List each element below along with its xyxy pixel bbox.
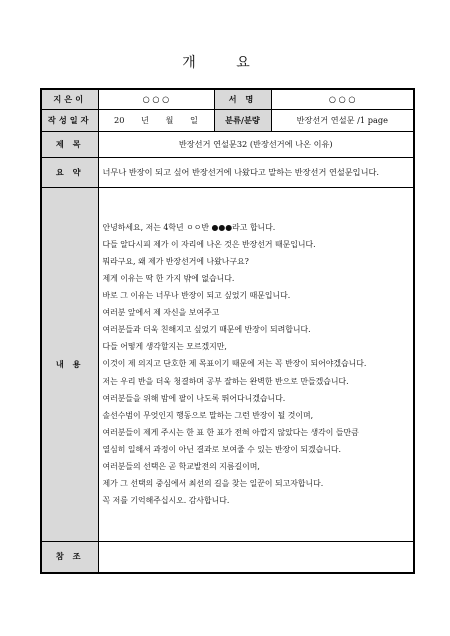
summary-value: 너무나 반장이 되고 싶어 반장선거에 나왔다고 말하는 반장선거 연설문입니다. <box>98 157 414 187</box>
page-title: 개 요 <box>182 55 268 71</box>
author-value: ○ ○ ○ <box>98 89 214 109</box>
content-body <box>98 187 414 541</box>
overview-form-table <box>40 88 415 574</box>
date-row <box>41 109 414 131</box>
category-value: 반장선거 연설문 /1 page <box>271 109 414 131</box>
content-line: 이것이 제 의지고 단호한 제 목표이기 때문에 저는 꼭 반장이 되어야겠습니다. <box>102 359 367 369</box>
author-label: 지은이 <box>41 89 98 109</box>
content-line: 제가 그 선택의 중심에서 최선의 길을 찾는 일꾼이 되고자합니다. <box>102 478 324 488</box>
subject-label: 제 목 <box>41 131 98 157</box>
summary-label: 요 약 <box>41 157 98 187</box>
date-value: 20 년 월 일 <box>98 109 214 131</box>
signature-value: ○ ○ ○ <box>271 89 414 109</box>
content-label: 내 용 <box>41 187 98 541</box>
content-line: 다들 어떻게 생각할지는 모르겠지만, <box>102 342 227 352</box>
content-line: 여러분들이 제게 주시는 한 표 한 표가 전혀 아깝지 않았다는 생각이 들만큼 <box>102 427 359 437</box>
content-line: 여러분들과 더욱 친해지고 싶었기 때문에 반장이 되려합니다. <box>102 325 311 335</box>
content-line: 바로 그 이유는 너무나 반장이 되고 싶었기 때문입니다. <box>102 291 291 301</box>
reference-value <box>98 541 414 573</box>
content-line: 제게 이유는 딱 한 가지 밖에 없습니다. <box>102 274 235 284</box>
reference-label: 참 조 <box>41 541 98 573</box>
content-line: 여러분들을 위해 밤에 팔이 나도록 뛰어다니겠습니다. <box>102 393 286 403</box>
content-line: 저는 우리 반을 더욱 청결하며 공부 잘하는 완벽한 반으로 만들겠습니다. <box>102 376 349 386</box>
subject-row <box>41 131 414 157</box>
summary-row <box>41 157 414 187</box>
content-row <box>41 187 414 541</box>
content-line: 뭐라구요, 왜 제가 반장선거에 나왔나구요? <box>102 257 249 267</box>
signature-label: 서 명 <box>214 89 271 109</box>
content-line: 안녕하세요, 저는 4학년 ㅇㅇ반 ●●●라고 합니다. <box>102 223 276 233</box>
reference-row <box>41 541 414 573</box>
content-line: 솔선수범이 무엇인지 행동으로 말하는 그런 반장이 될 것이며, <box>102 410 314 420</box>
content-line: 여러분 앞에서 제 자신을 보여주고 <box>102 308 220 318</box>
content-line: 여러분들의 선택은 곧 학교발전의 지름길이며, <box>102 461 260 471</box>
content-line: 다들 알다시피 제가 이 자리에 나온 것은 반장선거 때문입니다. <box>102 240 316 250</box>
subject-value: 반장선거 연설문32 (반장선거에 나온 이유) <box>98 131 414 157</box>
date-label: 작성일자 <box>41 109 98 131</box>
content-line: 꼭 저를 기억해주십시오. 감사합니다. <box>102 495 230 505</box>
category-label: 분류/분량 <box>214 109 271 131</box>
content-line: 열심히 일해서 과정이 아닌 결과로 보여줄 수 있는 반장이 되겠습니다. <box>102 444 342 454</box>
author-row <box>41 89 414 109</box>
